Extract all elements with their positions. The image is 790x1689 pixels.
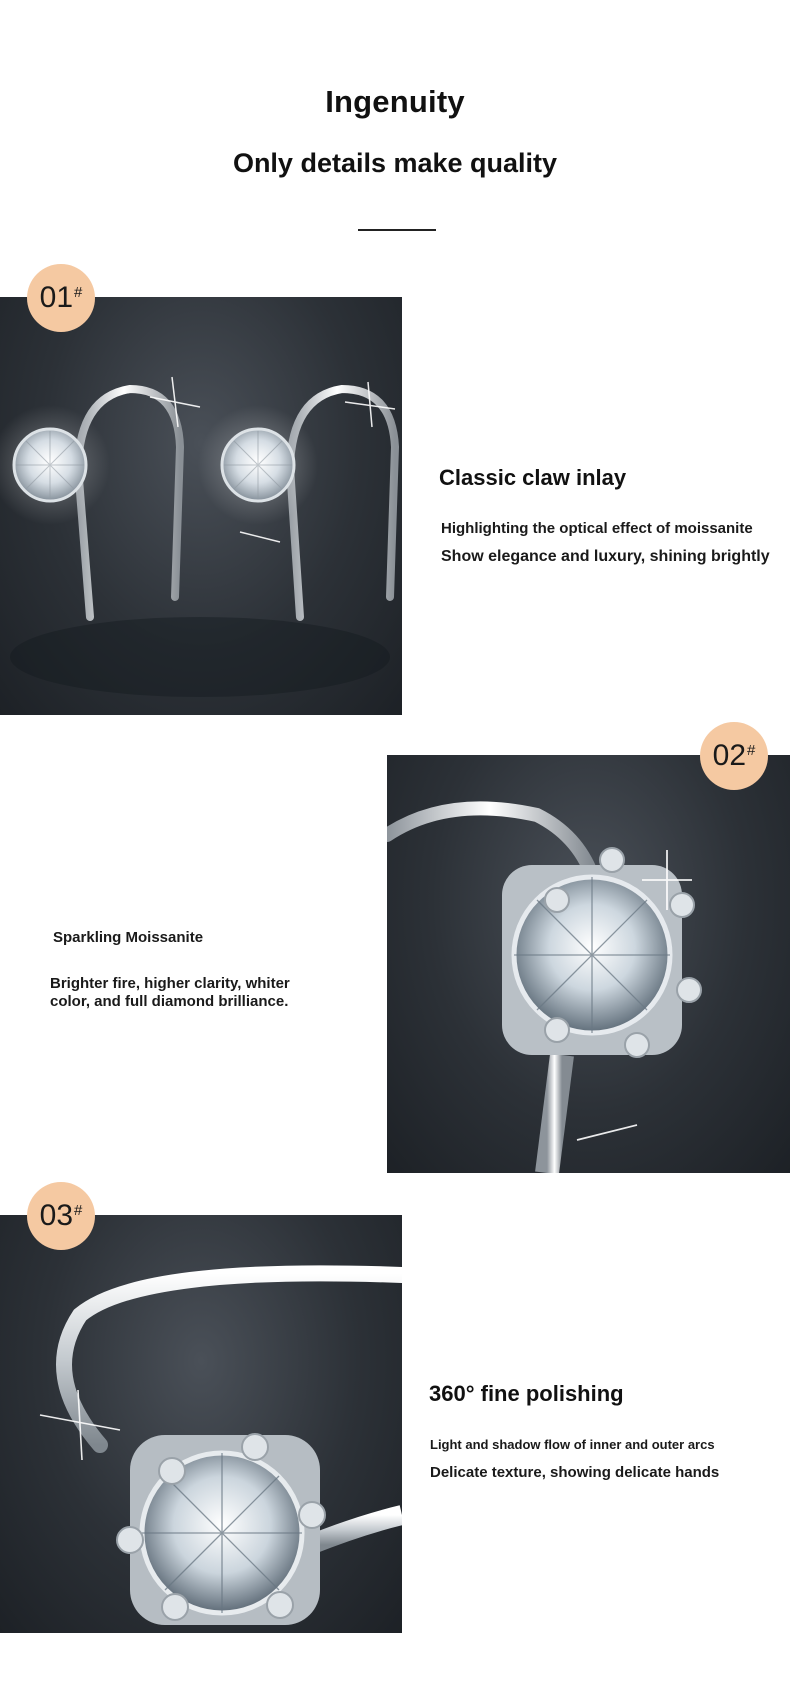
page-subtitle: Only details make quality <box>232 148 558 178</box>
feature-line: Show elegance and luxury, shining brightly <box>441 548 770 565</box>
feature-number-mark: # <box>747 741 756 759</box>
feature-number: 03 <box>39 1199 74 1232</box>
title-divider <box>358 229 436 231</box>
feature-line: Brighter fire, higher clarity, whiter color, and full diamond brilliance. <box>50 975 290 1010</box>
feature-number: 02 <box>712 739 747 772</box>
feature-number: 01 <box>39 281 74 314</box>
feature-number-mark: # <box>74 1201 83 1219</box>
feature-title: Classic claw inlay <box>439 465 627 490</box>
feature-title: Sparkling Moissanite <box>53 929 204 946</box>
ear-hook-earrings-photo <box>0 297 402 715</box>
page-title: Ingenuity <box>325 84 465 119</box>
feature-line: Highlighting the optical effect of moissanite <box>441 520 753 537</box>
feature-number-badge <box>700 722 768 790</box>
feature-number-badge <box>27 264 95 332</box>
feature-line: Delicate texture, showing delicate hands <box>430 1464 720 1481</box>
earring-closeup-photo <box>387 755 790 1173</box>
feature-number-badge <box>27 1182 95 1250</box>
ring-closeup-photo <box>0 1215 402 1633</box>
feature-number-mark: # <box>74 283 83 301</box>
feature-line: Light and shadow flow of inner and outer arcs <box>430 1437 715 1452</box>
feature-title: 360° fine polishing <box>429 1381 624 1406</box>
